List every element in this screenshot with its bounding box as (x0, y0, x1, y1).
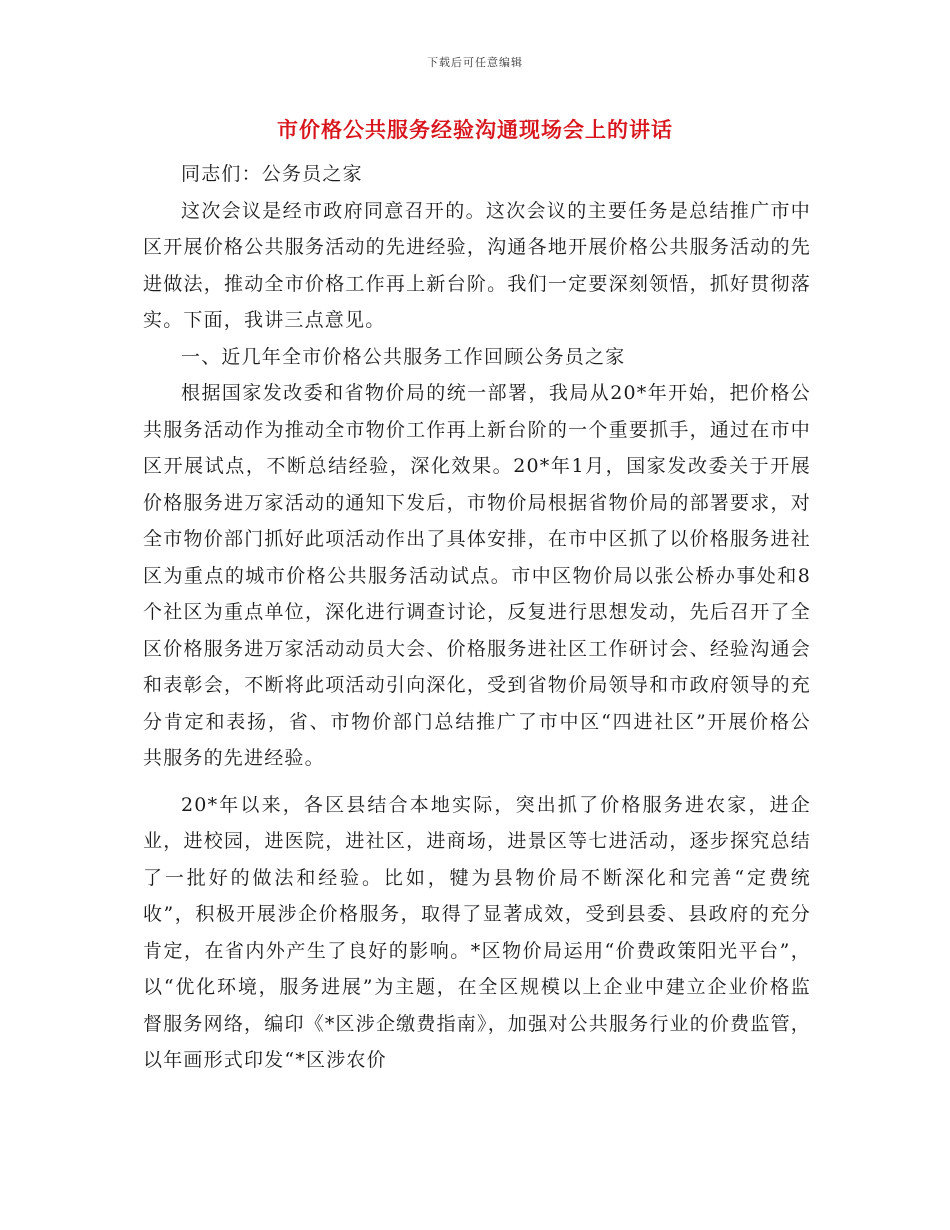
paragraph-intro: 这次会议是经市政府同意召开的。这次会议的主要任务是总结推广市中区开展价格公共服务活动的先进经验，沟通各地开展价格公共服务活动的先进做法，推动全市价格工作再上新台阶。我们一定要深刻领悟，抓好贯彻落实。下面，我讲三点意见。 (143, 199, 811, 331)
header-note: 下载后可任意编辑 (427, 56, 523, 69)
document-body (143, 156, 811, 1079)
paragraph-districts: 20*年以来，各区县结合本地实际，突出抓了价格服务进农家，进企业，进校园，进医院，进社区，进商场，进景区等七进活动，逐步探究总结了一批好的做法和经验。比如，犍为县物价局不断深化和完善“定费统收”，积极开展涉企价格服务，取得了显著成效，受到县委、县政府的充分肯定，在省内外产生了良好的影响。*区物价局运用“价费政策阳光平台”，以“优化环境，服务进展”为主题，在全区规模以上企业中建立企业价格监督服务网络，编印《*区涉企缴费指南》，加强对公共服务行业的价费监管，以年画形式印发“*区涉农价 (143, 793, 811, 1071)
paragraph-greeting: 同志们：公务员之家 (181, 163, 363, 185)
document-title: 市价格公共服务经验沟通现场会上的讲话 (277, 117, 673, 142)
paragraph-review: 根据国家发改委和省物价局的统一部署，我局从20*年开始，把价格公共服务活动作为推动全市物价工作再上新台阶的一个重要抓手，通过在市中区开展试点，不断总结经验，深化效果。20*年1月，国家发改委关于开展价格服务进万家活动的通知下发后，市物价局根据省物价局的部署要求，对全市物价部门抓好此项活动作出了具体安排，在市中区抓了以价格服务进社区为重点的城市价格公共服务活动试点。市中区物价局以张公桥办事处和8个社区为重点单位，深化进行调查讨论，反复进行思想发动，先后召开了全区价格服务进万家活动动员大会、价格服务进社区工作研讨会、经验沟通会和表彰会，不断将此项活动引向深化，受到省物价局领导和市政府领导的充分肯定和表扬，省、市物价部门总结推广了市中区“四进社区”开展价格公共服务的先进经验。 (143, 382, 811, 769)
section-heading-1: 一、近几年全市价格公共服务工作回顾公务员之家 (181, 345, 626, 368)
